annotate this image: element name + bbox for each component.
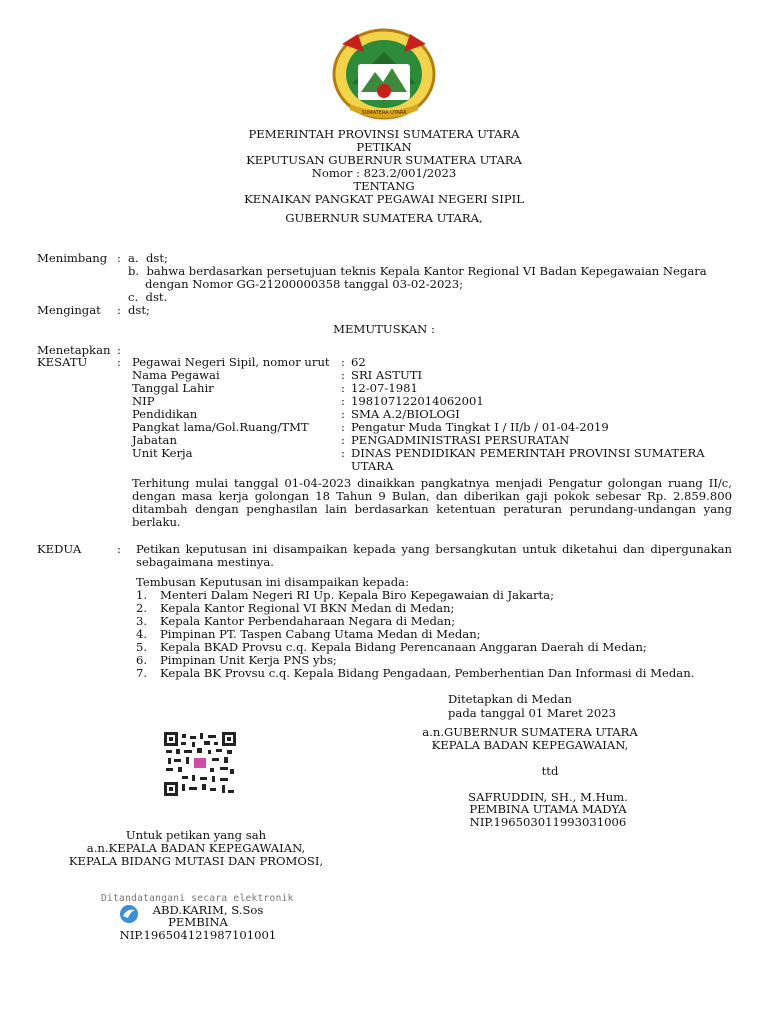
petikan-line3: KEPALA BIDANG MUTASI DAN PROMOSI, <box>68 854 324 868</box>
field-sep: : <box>341 381 345 395</box>
kesatu-label: KESATU <box>37 355 88 369</box>
list-item-number: 5. <box>136 640 148 654</box>
field-label: Pangkat lama/Gol.Ruang/TMT <box>132 420 309 434</box>
ditetapkan-office: KEPALA BADAN KEPEGAWAIAN, <box>431 738 629 752</box>
field-value-jabatan: PENGADMINISTRASI PERSURATAN <box>351 433 570 447</box>
list-item: Kepala Kantor Perbendaharaan Negara di Medan; <box>160 614 456 628</box>
field-label: Jabatan <box>132 433 177 447</box>
field-sep: : <box>341 407 345 421</box>
field-label: NIP <box>132 394 155 408</box>
list-item: Kepala BKAD Provsu c.q. Kepala Bidang Perencanaan Anggaran Daerah di Medan; <box>160 640 647 654</box>
menimbang-b-cont: dengan Nomor GG-21200000358 tanggal 03-02-2023; <box>145 277 463 291</box>
list-item-number: 4. <box>136 627 148 641</box>
field-sep: : <box>341 368 345 382</box>
header-petikan: PETIKAN <box>356 140 412 154</box>
provincial-emblem-icon <box>328 22 440 128</box>
list-item-number: 3. <box>136 614 148 628</box>
header-government: PEMERINTAH PROVINSI SUMATERA UTARA <box>248 127 520 141</box>
kedua-label: KEDUA <box>37 542 82 556</box>
list-item-number: 1. <box>136 588 148 602</box>
field-value-pangkat: Pengatur Muda Tingkat I / II/b / 01-04-2019 <box>351 420 609 434</box>
field-value-nip: 198107122014062001 <box>351 394 484 408</box>
ditetapkan-ttd: ttd <box>541 764 559 778</box>
emblem-banner-text: SUMATERA UTARA <box>361 110 407 116</box>
tembusan-title: Tembusan Keputusan ini disampaikan kepada: <box>136 575 409 589</box>
menimbang-c: c. dst. <box>128 290 168 304</box>
esign-note: Ditandatangani secara elektronik <box>101 893 294 904</box>
kesatu-colon: : <box>117 355 121 369</box>
ditetapkan-nip: NIP.196503011993031006 <box>469 815 627 829</box>
ditetapkan-rank: PEMBINA UTAMA MADYA <box>469 802 627 816</box>
header-subject: KENAIKAN PANGKAT PEGAWAI NEGERI SIPIL <box>244 192 524 206</box>
kesatu-paragraph: Terhitung mulai tanggal 01-04-2023 dinaikkan pangkatnya menjadi Pengatur golongan ruang II/c, dengan masa kerja golongan 18 Tahun 9 Bulan, dan diberikan gaji pokok sebesar Rp. 2.859.800 ditambah dengan penghasilan lain berdasarkan ketentuan peraturan perundang-undangan yang berlaku. <box>132 476 732 529</box>
field-sep: : <box>341 355 345 369</box>
mengingat-value: dst; <box>128 303 150 317</box>
mengingat-colon: : <box>117 303 121 317</box>
list-item: Kepala Kantor Regional VI BKN Medan di Medan; <box>160 601 455 615</box>
petikan-line2: a.n.KEPALA BADAN KEPEGAWAIAN, <box>86 841 306 855</box>
menimbang-b: b. bahwa berdasarkan persetujuan teknis Kepala Kantor Regional VI Badan Kepegawaian Negara <box>128 264 707 278</box>
ditetapkan-place: Ditetapkan di Medan <box>448 692 572 706</box>
field-label: Nama Pegawai <box>132 368 220 382</box>
field-value-pendidikan: SMA A.2/BIOLOGI <box>351 407 460 421</box>
field-sep: : <box>341 446 345 460</box>
ditetapkan-date: pada tanggal 01 Maret 2023 <box>448 706 617 720</box>
list-item: Pimpinan PT. Taspen Cabang Utama Medan di Medan; <box>160 627 481 641</box>
list-item-number: 7. <box>136 666 148 680</box>
ditetapkan-an: a.n.GUBERNUR SUMATERA UTARA <box>422 725 638 739</box>
field-sep: : <box>341 394 345 408</box>
memutuskan-heading: MEMUTUSKAN : <box>333 322 435 336</box>
petikan-nip: NIP.196504121987101001 <box>119 928 277 942</box>
header-nomor: Nomor : 823.2/001/2023 <box>311 166 457 180</box>
header-keputusan: KEPUTUSAN GUBERNUR SUMATERA UTARA <box>246 153 522 167</box>
kedua-text: Petikan keputusan ini disampaikan kepada yang bersangkutan untuk diketahui dan dipergunakan sebagaimana mestinya. <box>136 542 732 569</box>
menimbang-a: a. dst; <box>128 251 168 265</box>
header-governor: GUBERNUR SUMATERA UTARA, <box>285 211 483 225</box>
field-value-unit-kerja: DINAS PENDIDIKAN PEMERINTAH PROVINSI SUMATERA <box>351 446 705 460</box>
petikan-line1: Untuk petikan yang sah <box>125 828 267 842</box>
kedua-colon: : <box>117 542 121 556</box>
field-sep: : <box>341 433 345 447</box>
list-item-number: 6. <box>136 653 148 667</box>
field-value-nomor-urut: 62 <box>351 355 366 369</box>
field-value-nama: SRI ASTUTI <box>351 368 423 382</box>
field-label: Pendidikan <box>132 407 198 421</box>
field-label: Pegawai Negeri Sipil, nomor urut <box>132 355 330 369</box>
list-item-number: 2. <box>136 601 148 615</box>
field-sep: : <box>341 420 345 434</box>
list-item: Pimpinan Unit Kerja PNS ybs; <box>160 653 337 667</box>
list-item: Kepala BK Provsu c.q. Kepala Bidang Pengadaan, Pemberhentian Dan Informasi di Medan. <box>160 666 695 680</box>
qr-code-icon <box>164 732 236 796</box>
menimbang-label: Menimbang <box>37 251 108 265</box>
field-label: Unit Kerja <box>132 446 193 460</box>
petikan-name: ABD.KARIM, S.Sos <box>152 903 264 917</box>
list-item: Menteri Dalam Negeri RI Up. Kepala Biro Kepegawaian di Jakarta; <box>160 588 554 602</box>
mengingat-label: Mengingat <box>37 303 101 317</box>
header-tentang: TENTANG <box>353 179 415 193</box>
petikan-rank: PEMBINA <box>168 915 228 929</box>
field-value-tanggal-lahir: 12-07-1981 <box>351 381 418 395</box>
field-label: Tanggal Lahir <box>132 381 214 395</box>
ditetapkan-name: SAFRUDDIN, SH., M.Hum. <box>468 790 628 804</box>
menimbang-colon: : <box>117 251 121 265</box>
field-value-unit-kerja-cont: UTARA <box>351 459 394 473</box>
menetapkan-label: Menetapkan <box>37 343 111 357</box>
menetapkan-colon: : <box>117 343 121 357</box>
